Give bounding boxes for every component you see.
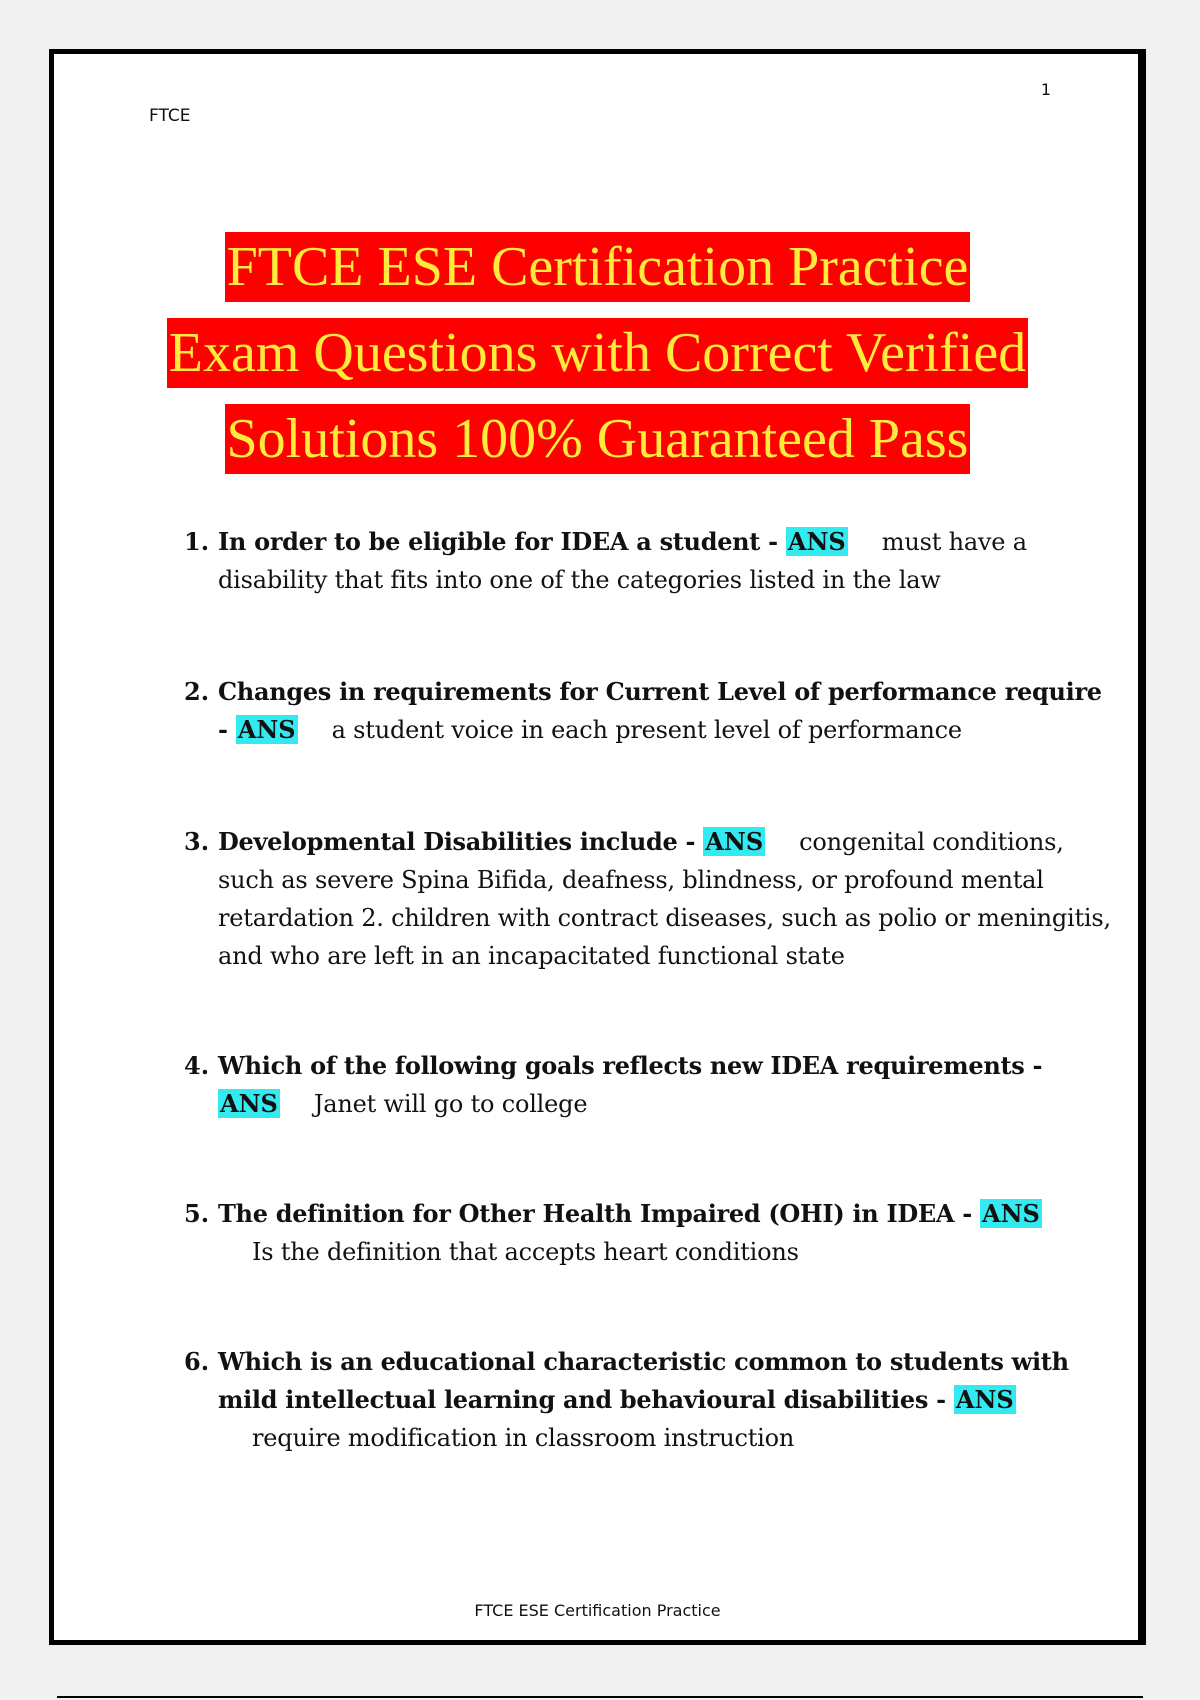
title-line-2: Exam Questions with Correct Verified: [167, 318, 1028, 388]
answer-text: require modification in classroom instruction: [252, 1424, 795, 1452]
title-line-3: Solutions 100% Guaranteed Pass: [225, 404, 971, 474]
ans-badge: ANS: [220, 1089, 278, 1118]
answer-text: must have a disability that fits into one of the categories listed in the law: [218, 528, 1027, 594]
question-item: [184, 673, 1114, 749]
answer-text: Is the definition that accepts heart conditions: [252, 1238, 799, 1266]
document-title: [54, 232, 1141, 490]
question-number: 2.: [184, 677, 210, 706]
question-text: Changes in requirements for Current Level of performance require -: [218, 677, 1102, 744]
question-number: 1.: [184, 527, 210, 556]
question-item: [184, 1047, 1114, 1123]
question-item: [184, 523, 1114, 599]
title-line-1: FTCE ESE Certification Practice: [225, 232, 971, 302]
question-number: 5.: [184, 1199, 210, 1228]
answer-text: Janet will go to college: [313, 1090, 588, 1118]
page-footer: FTCE ESE Certification Practice: [474, 1601, 721, 1620]
page-number: 1: [1040, 80, 1051, 99]
ans-badge: ANS: [982, 1199, 1040, 1228]
question-text: Developmental Disabilities include -: [218, 827, 704, 856]
ans-badge: ANS: [787, 527, 846, 556]
question-text: Which of the following goals reflects new IDEA requirements -: [218, 1051, 1043, 1080]
question-number: 6.: [184, 1347, 210, 1376]
answer-text: a student voice in each present level of performance: [331, 716, 962, 744]
question-number: 3.: [184, 827, 210, 856]
question-text: Which is an educational characteristic common to students with mild intellectual learning and behavioural disabilities -: [218, 1347, 1069, 1414]
ans-badge: ANS: [955, 1385, 1014, 1414]
question-text: The definition for Other Health Impaired (OHI) in IDEA -: [218, 1199, 980, 1228]
question-number: 4.: [184, 1051, 210, 1080]
question-text: In order to be eligible for IDEA a student -: [218, 527, 786, 556]
answer-text: congenital conditions, such as severe Spina Bifida, deafness, blindness, or profound mental retardation 2. children with contract diseases, such as polio or meningitis, and who are left in an incapacitated functional state: [218, 828, 1111, 970]
question-list: [184, 523, 1114, 1457]
next-page-edge: [57, 1696, 1143, 1698]
ans-badge: ANS: [237, 715, 296, 744]
header-label: FTCE: [149, 106, 191, 126]
document-page: [49, 49, 1146, 1645]
question-item: [184, 1195, 1114, 1271]
question-item: [184, 1343, 1114, 1457]
question-item: [184, 823, 1114, 975]
ans-badge: ANS: [705, 827, 764, 856]
